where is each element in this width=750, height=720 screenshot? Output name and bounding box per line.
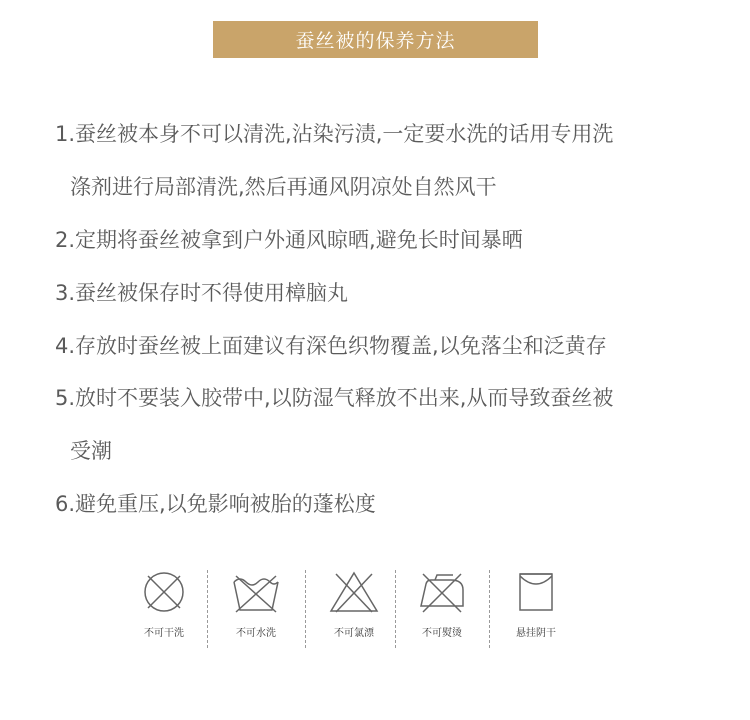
instruction-line-5-cont: 受潮 bbox=[70, 439, 112, 463]
no-dry-clean-icon bbox=[124, 570, 204, 614]
care-symbol-hang-dry-shade bbox=[496, 566, 576, 648]
divider bbox=[305, 570, 306, 648]
care-label: 不可水洗 bbox=[236, 628, 276, 639]
care-label: 不可氯漂 bbox=[334, 628, 374, 639]
page-title: 蚕丝被的保养方法 bbox=[295, 30, 456, 52]
instruction-line-3: 3.蚕丝被保存时不得使用樟脑丸 bbox=[55, 281, 349, 305]
instruction-line-2: 2.定期将蚕丝被拿到户外通风晾晒,避免长时间暴晒 bbox=[55, 228, 523, 252]
care-label: 悬挂阴干 bbox=[516, 628, 556, 639]
care-symbols-row bbox=[120, 566, 590, 648]
hang-dry-shade-icon bbox=[496, 570, 576, 614]
no-bleach-icon bbox=[314, 570, 394, 614]
divider bbox=[395, 570, 396, 648]
divider bbox=[207, 570, 208, 648]
care-symbol-no-iron bbox=[402, 566, 482, 648]
care-symbol-no-wash bbox=[216, 566, 296, 648]
care-symbol-no-bleach bbox=[314, 566, 394, 648]
divider bbox=[489, 570, 490, 648]
title-banner bbox=[213, 21, 538, 58]
care-label: 不可干洗 bbox=[144, 628, 184, 639]
instruction-line-4: 4.存放时蚕丝被上面建议有深色织物覆盖,以免落尘和泛黄存 bbox=[55, 334, 607, 358]
no-wash-icon bbox=[216, 570, 296, 614]
care-label: 不可熨烫 bbox=[422, 628, 462, 639]
no-iron-icon bbox=[402, 570, 482, 614]
instruction-line-1-cont: 涤剂进行局部清洗,然后再通风阴凉处自然风干 bbox=[70, 175, 497, 199]
instruction-line-1: 1.蚕丝被本身不可以清洗,沾染污渍,一定要水洗的话用专用洗 bbox=[55, 122, 614, 146]
care-symbol-no-dry-clean bbox=[124, 566, 204, 648]
instruction-line-5: 5.放时不要装入胶带中,以防湿气释放不出来,从而导致蚕丝被 bbox=[55, 386, 614, 410]
instruction-line-6: 6.避免重压,以免影响被胎的蓬松度 bbox=[55, 492, 376, 516]
